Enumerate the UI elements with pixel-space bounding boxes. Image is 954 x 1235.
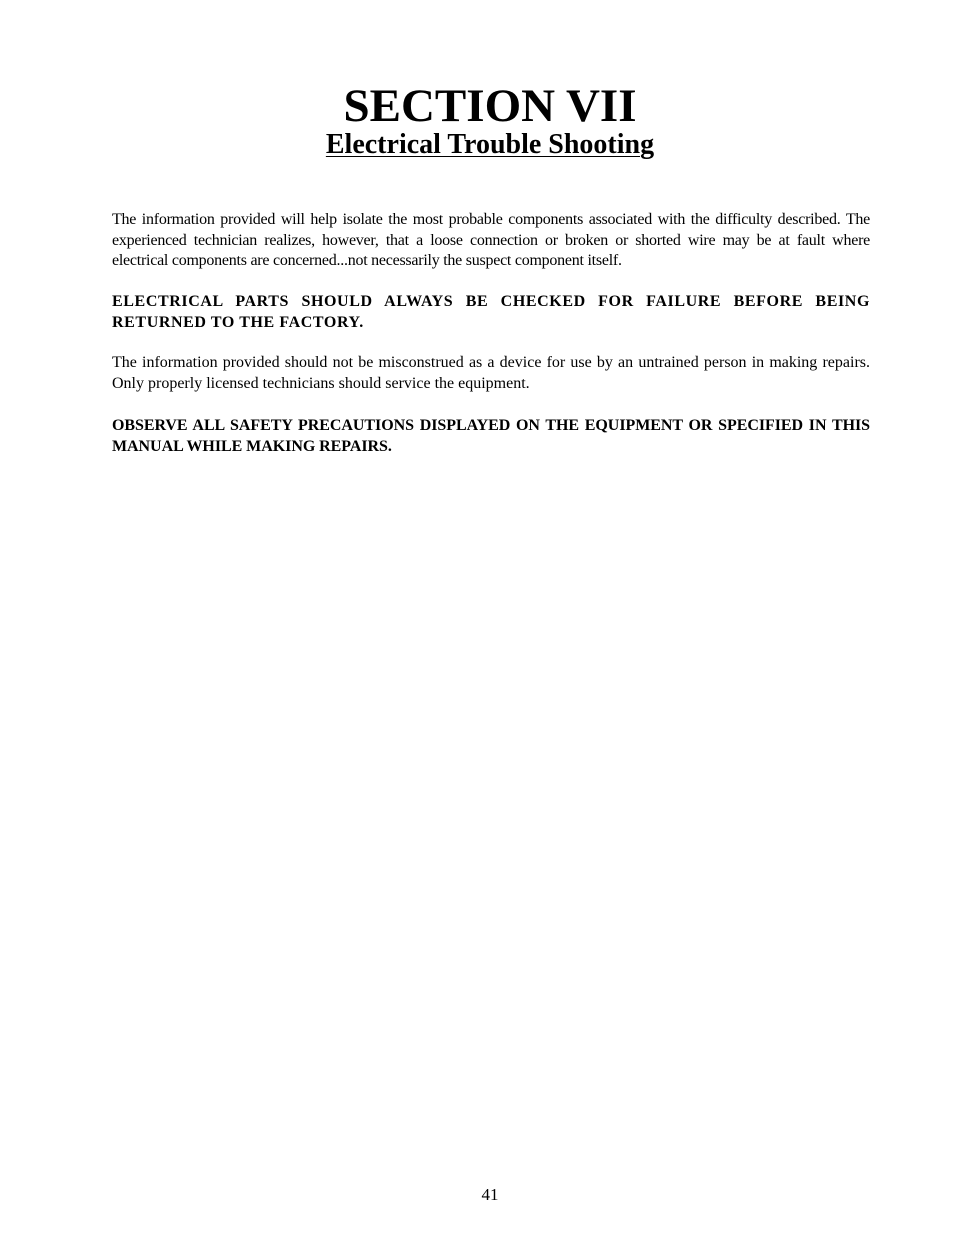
section-subtitle: Electrical Trouble Shooting	[325, 129, 655, 160]
safety-precautions-warning: OBSERVE ALL SAFETY PRECAUTIONS DISPLAYED ON THE EQUIPMENT OR SPECIFIED IN THIS MANUAL WHILE MAKING REPAIRS.	[112, 417, 870, 455]
parts-check-warning: ELECTRICAL PARTS SHOULD ALWAYS BE CHECKED FOR FAILURE BEFORE BEING RETURNED TO THE FACTORY.	[112, 293, 870, 331]
licensed-technician-notice: The information provided should not be misconstrued as a device for use by an untrained person in making repairs. Only properly licensed technicians should service the equipment.	[112, 354, 870, 392]
intro-paragraph: The information provided will help isolate the most probable components associated with the difficulty described. The experienced technician realizes, however, that a loose connection or broken or shorted wire may be at fault where electrical components are concerned...not necessarily the suspect component itself.	[112, 211, 870, 269]
page-number: 41	[481, 1185, 499, 1204]
section-title: SECTION VII	[343, 80, 637, 132]
